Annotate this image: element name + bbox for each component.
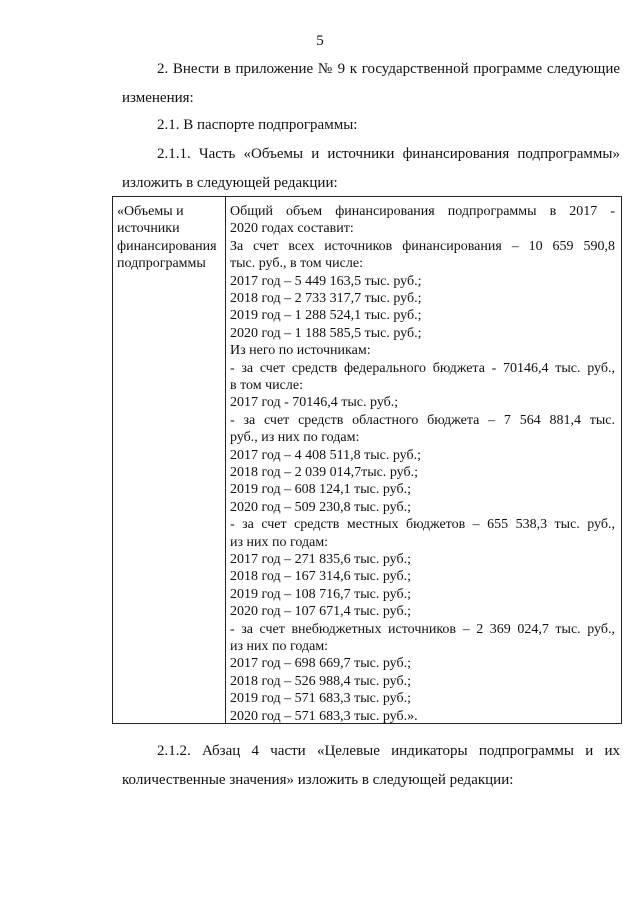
value-line: в том числе: [230,378,303,394]
value-line: - за счет средств местных бюджетов – 655 538,3 тыс. руб., [230,517,615,533]
value-line: Из него по источникам: [230,343,371,359]
value-line: 2017 год – 5 449 163,5 тыс. руб.; [230,273,422,289]
value-line: 2019 год – 571 683,3 тыс. руб.; [230,691,411,707]
paragraph-2 [122,55,620,113]
value-line: 2020 год – 107 671,4 тыс. руб.; [230,604,411,620]
value-line: 2019 год – 1 288 524,1 тыс. руб.; [230,308,422,324]
value-line: 2020 год – 1 188 585,5 тыс. руб.; [230,325,422,341]
page-number: 5 [316,33,324,49]
value-line: За счет всех источников финансирования – 10 659 590,8 [230,238,615,254]
paragraph-2-line-2: изменения: [122,90,194,106]
label-line-2: источники [117,221,180,237]
value-line: 2018 год – 526 988,4 тыс. руб.; [230,673,411,689]
value-line: - за счет средств областного бюджета – 7 564 881,4 тыс. [230,412,615,428]
value-line: 2017 год – 698 669,7 тыс. руб.; [230,656,411,672]
financing-table-value-cell [226,197,621,723]
financing-table-label-cell [113,197,226,723]
value-line: из них по годам: [230,534,329,550]
paragraph-2-1-1-line-2: изложить в следующей редакции: [122,175,338,191]
value-line: 2019 год – 608 124,1 тыс. руб.; [230,482,411,498]
value-line: Общий объем финансирования подпрограммы в 2017 - [230,204,615,219]
value-line: 2018 год – 167 314,6 тыс. руб.; [230,569,411,585]
value-line: 2020 год – 509 230,8 тыс. руб.; [230,499,411,515]
value-line: - за счет средств федерального бюджета - 70146,4 тыс. руб., [230,360,615,376]
value-line: 2017 год – 4 408 511,8 тыс. руб.; [230,447,421,463]
value-line: 2020 год – 571 683,3 тыс. руб.». [230,708,418,724]
paragraph-2-1-2 [122,737,620,795]
value-line: тыс. руб., в том числе: [230,256,363,272]
paragraph-2-1-1 [122,140,620,198]
financing-table [112,196,622,724]
paragraph-2-1 [122,111,620,140]
value-line: - за счет внебюджетных источников – 2 369 024,7 тыс. руб., [230,621,615,637]
label-line-4: подпрограммы [117,256,206,272]
paragraph-2-1-2-line-1: 2.1.2. Абзац 4 части «Целевые индикаторы подпрограммы и их [157,743,620,759]
value-line: 2018 год – 2 733 317,7 тыс. руб.; [230,291,422,306]
paragraph-2-1-text: 2.1. В паспорте подпрограммы: [157,117,358,133]
label-line-1: «Объемы и [117,204,184,219]
value-line: 2017 год - 70146,4 тыс. руб.; [230,395,399,411]
paragraph-2-1-2-line-2: количественные значения» изложить в следующей редакции: [122,772,514,788]
label-line-3: финансирования [117,238,217,254]
value-line: руб., из них по годам: [230,430,360,446]
value-line: 2017 год – 271 835,6 тыс. руб.; [230,552,411,568]
value-line: 2019 год – 108 716,7 тыс. руб.; [230,586,411,602]
value-line: из них по годам: [230,639,329,655]
paragraph-2-1-1-line-1: 2.1.1. Часть «Объемы и источники финансирования подпрограммы» [157,146,620,162]
value-line: 2020 годах составит: [230,221,354,237]
value-line: 2018 год – 2 039 014,7тыс. руб.; [230,465,418,481]
paragraph-2-line-1: 2. Внести в приложение № 9 к государственной программе следующие [157,61,620,77]
